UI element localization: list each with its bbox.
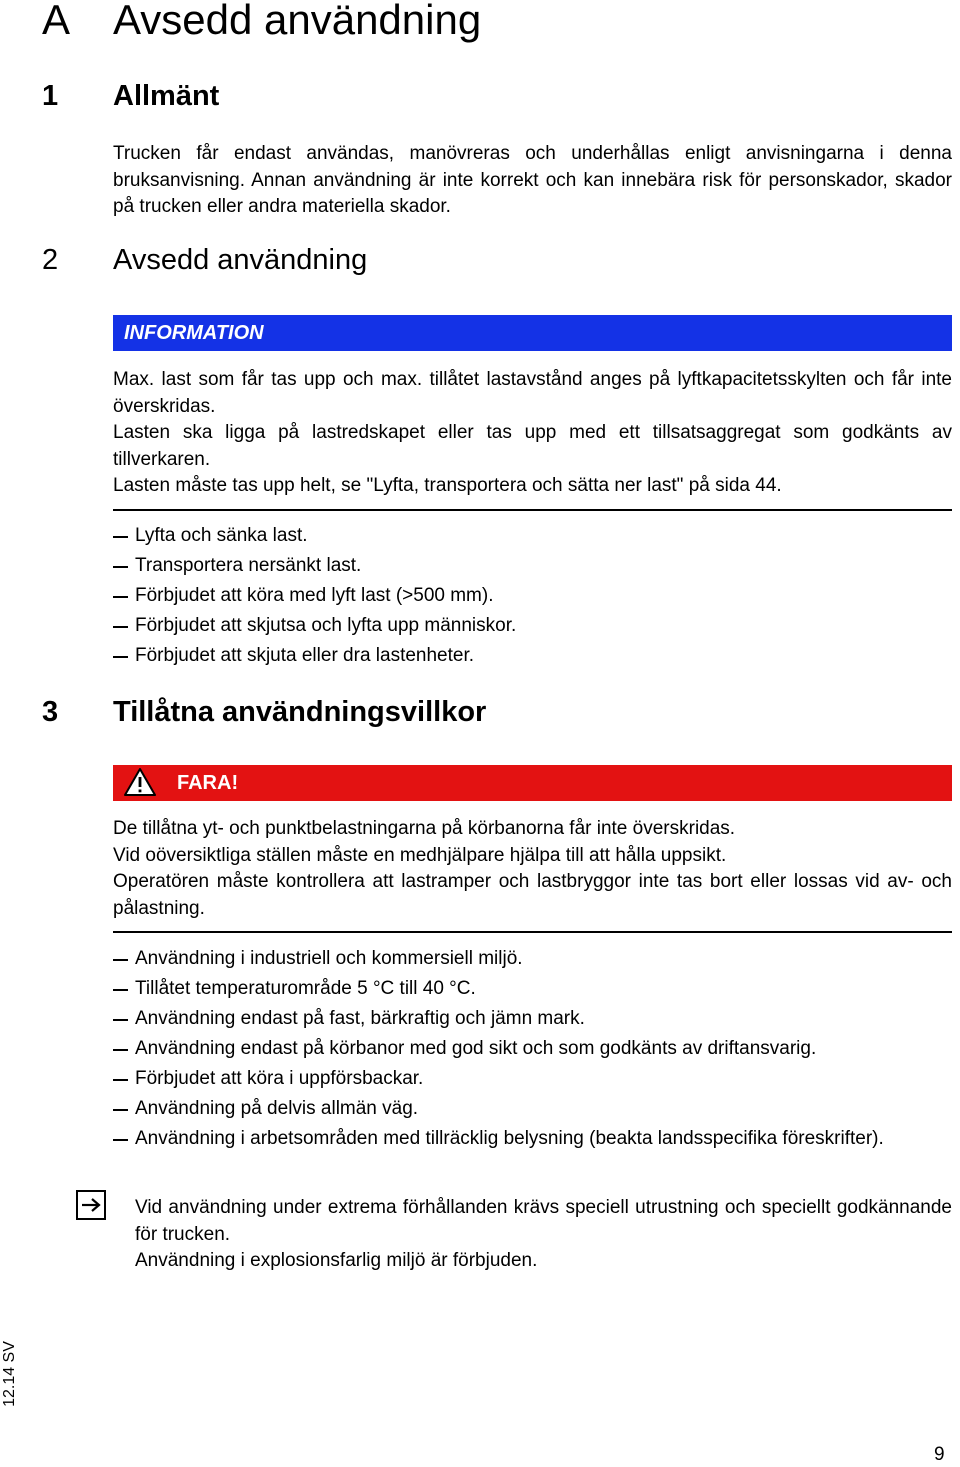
list-item: Förbjudet att skjuta eller dra lastenheter. [113, 643, 952, 670]
list-item: Transportera nersänkt last. [113, 553, 952, 580]
section-3-title: Tillåtna användningsvillkor [113, 696, 487, 728]
list-item: Användning endast på fast, bärkraftig och jämn mark. [113, 1006, 952, 1033]
note-line: Användning i explosionsfarlig miljö är förbjuden. [135, 1250, 538, 1271]
danger-line: Vid oöversiktliga ställen måste en medhjälpare hjälpa till att hålla uppsikt. [113, 844, 727, 866]
list-item: Tillåtet temperaturområde 5 °C till 40 °C. [113, 976, 952, 1003]
divider [113, 509, 952, 511]
section-3-number: 3 [42, 696, 59, 728]
list-item: Användning i arbetsområden med tillräcklig belysning (beakta landsspecifika föreskrifter). [113, 1126, 952, 1153]
section-1-text: Trucken får endast användas, manövreras och underhållas enligt anvisningarna i denna bruksanvisning. Annan användning är inte korrekt och kan innebära risk för personskador, skador på trucken eller andra materiella skador. [113, 143, 952, 217]
danger-line: De tillåtna yt- och punktbelastningarna på körbanorna får inte överskridas. [113, 818, 736, 839]
information-line: Lasten måste tas upp helt, se "Lyfta, transportera och sätta ner last" på sida 44. [113, 475, 782, 496]
page-number: 9 [934, 1444, 945, 1465]
warning-triangle-icon [123, 767, 157, 797]
information-line: Lasten ska ligga på lastredskapet eller tas upp med ett tillsatsaggregat som godkänts av tillverkaren. [113, 422, 952, 470]
section-1-title: Allmänt [113, 80, 220, 112]
section-2-list [113, 523, 952, 673]
information-label: INFORMATION [124, 322, 264, 344]
list-item: Förbjudet att köra med lyft last (>500 mm). [113, 583, 952, 610]
list-item: Förbjudet att köra i uppförsbackar. [113, 1066, 952, 1093]
danger-text [113, 816, 952, 922]
danger-line: Operatören måste kontrollera att lastramper och lastbryggor inte tas bort eller lossas vid av- och pålastning. [113, 871, 952, 919]
section-2-title: Avsedd användning [113, 244, 368, 276]
section-1-number: 1 [42, 80, 59, 112]
list-item: Lyfta och sänka last. [113, 523, 952, 550]
information-line: Max. last som får tas upp och max. tillåtet lastavstånd anges på lyftkapacitetsskylten och får inte överskridas. [113, 369, 952, 417]
arrow-note-icon [76, 1190, 106, 1220]
list-item: Användning på delvis allmän väg. [113, 1096, 952, 1123]
section-2-number: 2 [42, 244, 59, 276]
danger-banner [113, 765, 952, 801]
section-3-list [113, 946, 952, 1156]
note-line: Vid användning under extrema förhållanden krävs speciell utrustning och speciellt godkännande för trucken. [135, 1197, 952, 1245]
list-item: Användning endast på körbanor med god sikt och som godkänts av driftansvarig. [113, 1036, 952, 1063]
chapter-title: Avsedd användning [113, 0, 482, 43]
note-text [135, 1195, 952, 1275]
list-item: Användning i industriell och kommersiell miljö. [113, 946, 952, 973]
danger-label: FARA! [177, 772, 239, 794]
divider [113, 931, 952, 933]
edition-label [0, 1330, 20, 1420]
list-item: Förbjudet att skjutsa och lyfta upp människor. [113, 613, 952, 640]
information-banner [113, 315, 952, 351]
edition-text: 12.14 SV [1, 1341, 18, 1407]
information-text [113, 367, 952, 500]
chapter-letter: A [42, 0, 71, 43]
